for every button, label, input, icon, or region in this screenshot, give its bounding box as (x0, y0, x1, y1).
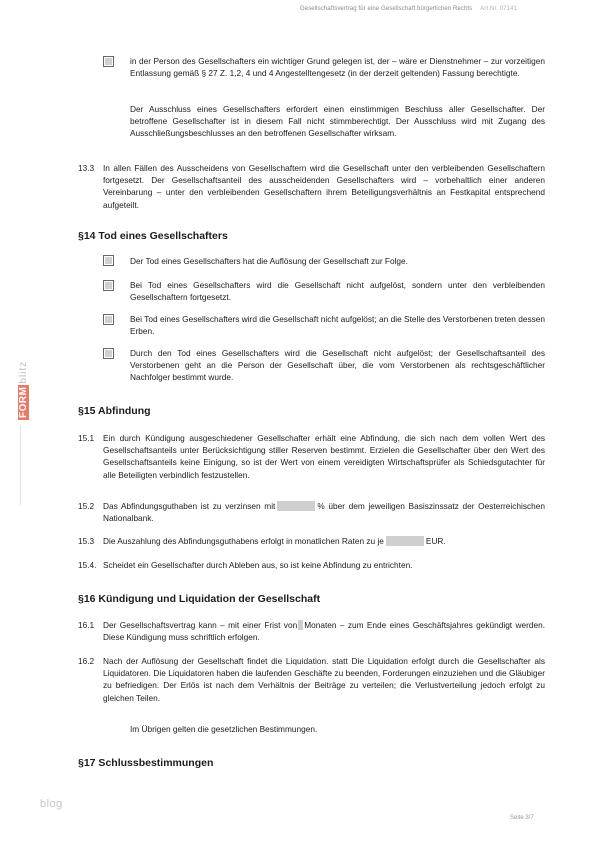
clause-text (103, 500, 545, 524)
clause-number: 15.2 (78, 501, 95, 511)
clause-text: Scheidet ein Gesellschafter durch Ableben aus, so ist keine Abfindung zu entrichten. (103, 560, 413, 570)
clause-text-a: Die Auszahlung des Abfindungsguthabens erfolgt in monatlichen Raten zu je (103, 536, 384, 546)
clause-text (103, 619, 545, 643)
checkbox[interactable] (103, 255, 114, 266)
interest-rate-field[interactable] (277, 501, 315, 511)
section-heading-14: §14 Tod eines Gesellschafters (78, 230, 228, 242)
paragraph: Im Übrigen gelten die gesetzlichen Bestimmungen. (130, 724, 318, 734)
brand-box: FORM (18, 386, 29, 418)
clause-text-a: Das Abfindungsguthaben ist zu verzinsen mit (103, 501, 276, 511)
bullet-text: Der Tod eines Gesellschafters hat die Auflösung der Gesellschaft zur Folge. (130, 256, 408, 266)
clause-number: 16.2 (78, 656, 95, 666)
clause-text-b: EUR. (425, 536, 446, 546)
installment-amount-field[interactable] (386, 536, 424, 546)
header-artnr: Art.Nr. 07141 (480, 6, 517, 12)
page-footer: Seite 3/7 (510, 815, 534, 821)
checkbox[interactable] (103, 314, 114, 325)
section-heading-17: §17 Schlussbestimmungen (78, 757, 214, 769)
checkbox[interactable] (103, 56, 114, 67)
page-header (300, 6, 517, 12)
paragraph: Der Ausschluss eines Gesellschafters erfordert einen einstimmigen Beschluss aller Gesellschafter. Der betroffene Gesellschafter ist in diesem Fall nicht stimmberechtigt. Der Ausschluss wird mit Zugang des Ausschließungsbeschlusses an den betroffenen Gesellschafter wirksam. (130, 104, 545, 139)
clause-text-b: Monaten – zum Ende eines Geschäftsjahres gekündigt werden. Diese Kündigung muss schriftlich erfolgen. (103, 620, 545, 643)
clause-number: 15.1 (78, 433, 95, 443)
bullet-text: in der Person des Gesellschafters ein wichtiger Grund gelegen ist, der – wäre er Dienstnehmer – zur vorzeitigen Entlassung gemäß § 27 Z. 1,2, 4 und 4 Angestelltengesetz (in der derzeit geltenden) Fassung berechtigte. (130, 56, 545, 79)
brand-rest: blitz (18, 360, 29, 384)
blog-watermark: blog (40, 798, 63, 810)
side-divider (20, 425, 21, 505)
header-title: Gesellschaftsvertrag für eine Gesellschaft bürgerlichen Rechts (300, 6, 473, 12)
checkbox[interactable] (103, 280, 114, 291)
clause-text (103, 535, 545, 547)
section-heading-15: §15 Abfindung (78, 405, 151, 417)
clause-text-a: Der Gesellschaftsvertrag kann – mit einer Frist von (103, 620, 298, 630)
notice-months-field[interactable] (298, 620, 303, 630)
bullet-text: Bei Tod eines Gesellschafters wird die Gesellschaft nicht aufgelöst, sondern unter den verbleibenden Gesellschaftern fortgesetzt. (130, 280, 545, 303)
section-heading-16: §16 Kündigung und Liquidation der Gesellschaft (78, 593, 321, 605)
brand-watermark (18, 361, 29, 420)
clause-text: In allen Fällen des Ausscheidens von Gesellschaftern wird die Gesellschaft unter den verbleibenden Gesellschaftern fortgesetzt. Der Gesellschaftsanteil des ausscheidenden Gesellschafters wird – vorbehaltlich einer anderen Vereinbarung – unter den verbleibenden Gesellschaftern ihrem Beteiligungsverhältnis an Festkapital entsprechend aufgeteilt. (103, 163, 545, 210)
clause-number: 13.3 (78, 163, 95, 173)
clause-number: 15.3 (78, 536, 95, 546)
clause-text: Ein durch Kündigung ausgeschiedener Gesellschafter erhält eine Abfindung, die sich nach dem vollen Wert des Gesellschaftsanteils unter Berücksichtigung stiller Reserven bestimmt. Erzielen die Gesellschafter über den Wert des Gesellschaftsanteils keine Einigung, so ist der Wert von einem vereidigten Wirtschaftsprüfer als Schiedsgutachter für alle Beteiligten verbindlich festzustellen. (103, 433, 545, 480)
checkbox[interactable] (103, 348, 114, 359)
bullet-text: Bei Tod eines Gesellschafters wird die Gesellschaft nicht aufgelöst; an die Stelle des Verstorbenen treten dessen Erben. (130, 314, 545, 337)
clause-number: 16.1 (78, 620, 95, 630)
clause-number: 15.4. (78, 560, 97, 570)
clause-text-b: % über dem jeweiligen Basiszinssatz der Oesterreichischen Nationalbank. (103, 501, 545, 524)
bullet-text: Durch den Tod eines Gesellschafters wird die Gesellschaft nicht aufgelöst; der Gesellschaftsanteil des Verstorbenen geht an die Person der Gesellschaft über, die vom Verstorbenen als rechtsgeschäftlicher Nachfolger bestimmt wurde. (130, 348, 545, 383)
clause-text: Nach der Auflösung der Gesellschaft findet die Liquidation. statt Die Liquidation erfolgt durch die Gesellschafter als Liquidatoren. Die Liquidatoren haben die laufenden Geschäfte zu beenden, Forderungen einzuziehen und die Gläubiger zu befriedigen. Der Erlös ist nach dem Verhältnis der Beiträge zu verteilen; die Verlustverteilung jedoch erfolgt zu gleichen Teilen. (103, 656, 545, 703)
